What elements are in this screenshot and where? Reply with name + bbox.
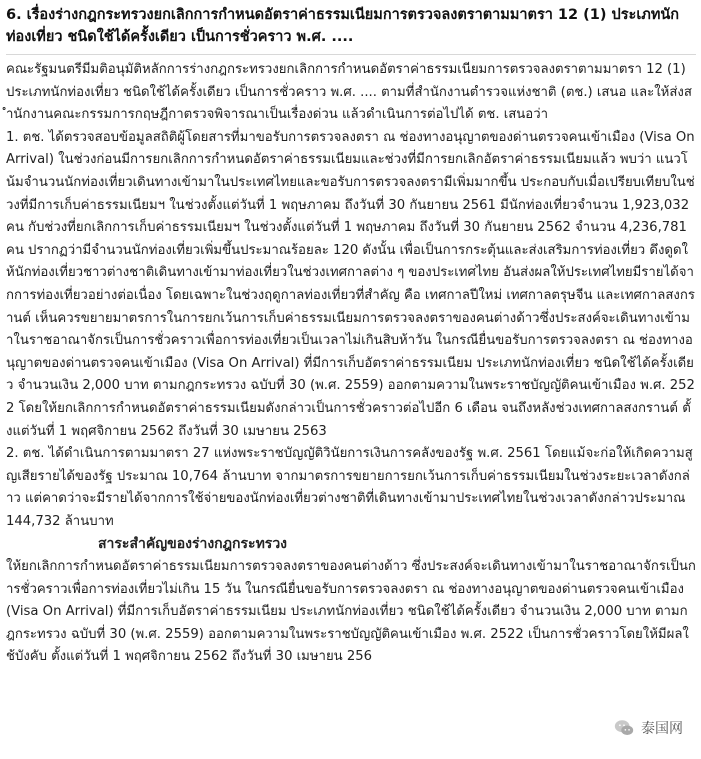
section-title: สาระสำคัญของร่างกฎกระทรวง [98, 536, 288, 553]
wechat-icon [613, 717, 635, 739]
document [6, 4, 696, 669]
paragraph-point-2: 2. ตช. ได้ดำเนินการตามมาตรา 27 แห่งพระราชบัญญัติวินัยการเงินการคลังของรัฐ พ.ศ. 2561 โดยแม้จะก่อให้เกิดความสูญเสียรายได้ของรัฐ ประมาณ 10,764 ล้านบาท จากมาตรการขยายการยกเว้นการเก็บค่าธรรมเนียมในช่วงระยะเวลาดังกล่าว แต่คาดว่าจะมีรายได้จากการใช้จ่ายของนักท่องเที่ยวต่างชาติที่เดินทางเข้ามาประเทศไทยในช่วงเวลาดังกล่าวประมาณ 144,732 ล้านบาท [6, 446, 693, 529]
paragraph-intro: คณะรัฐมนตรีมีมติอนุมัติหลักการร่างกฎกระทรวงยกเลิกการกำหนดอัตราค่าธรรมเนียมการตรวจลงตราตามมาตรา 12 (1) ประเภทนักท่องเที่ยว ชนิดใช้ได้ครั้งเดียว เป็นการชั่วคราว พ.ศ. .... ตามที่สำนักงานตำรวจแห่งชาติ (ตช.) เสนอ และให้ส่งสำนักงานคณะกรรมการกฤษฎีกาตรวจพิจารณาเป็นเรื่องด่วน แล้วดำเนินการต่อไปได้ ตช. เสนอว่า [6, 62, 692, 123]
section-body: ให้ยกเลิกการกำหนดอัตราค่าธรรมเนียมการตรวจลงตราของคนต่างด้าว ซึ่งประสงค์จะเดินทางเข้ามาในราชอาณาจักรเป็นการชั่วคราวเพื่อการท่องเที่ยวไม่เกิน 15 วัน ในกรณียื่นขอรับการตรวจลงตรา ณ ช่องทางอนุญาตของด่านตรวจคนเข้าเมือง (Visa On Arrival) ที่มีการเก็บอัตราค่าธรรมเนียม ประเภทนักท่องเที่ยว ชนิดใช้ได้ครั้งเดียว จำนวนเงิน 2,000 บาท ตามกฎกระทรวง ฉบับที่ 30 (พ.ศ. 2559) ออกตามความในพระราชบัญญัติคนเข้าเมือง พ.ศ. 2522 เป็นการชั่วคราวโดยให้มีผลใช้บังคับ ตั้งแต่วันที่ 1 พฤศจิกายน 2562 ถึงวันที่ 30 เมษายน 256 [6, 559, 696, 665]
watermark [609, 715, 687, 741]
watermark-text: 泰国网 [641, 721, 683, 737]
paragraph-point-1: 1. ตช. ได้ตรวจสอบข้อมูลสถิติผู้โดยสารที่มาขอรับการตรวจลงตรา ณ ช่องทางอนุญาตของด่านตรวจคนเข้าเมือง (Visa On Arrival) ในช่วงก่อนมีการยกเลิกการกำหนดอัตราค่าธรรมเนียมและช่วงที่มีการยกเลิกอัตราค่าธรรมเนียมแล้ว พบว่า แนวโน้มจำนวนนักท่องเที่ยวเดินทางเข้ามาในประเทศไทยและขอรับการตรวจลงตรามีเพิ่มมากขึ้น ประกอบกับเมื่อเปรียบเทียบในช่วงที่มีการเก็บค่าธรรมเนียมฯ ในช่วงตั้งแต่วันที่ 1 พฤษภาคม ถึงวันที่ 30 กันยายน 2561 มีนักท่องเที่ยวจำนวน 1,923,032 คน กับช่วงที่ยกเลิกการเก็บค่าธรรมเนียมฯ ในช่วงตั้งแต่วันที่ 1 พฤษภาคม ถึงวันที่ 30 กันยายน 2562 จำนวน 4,236,781 คน ปรากฏว่ามีจำนวนนักท่องเที่ยวเพิ่มขึ้นประมาณร้อยละ 120 ดังนั้น เพื่อเป็นการกระตุ้นและส่งเสริมการท่องเที่ยว ดึงดูดให้นักท่องเที่ยวชาวต่างชาติเดินทางเข้ามาท่องเที่ยวในช่วงเทศกาลต่าง ๆ ของประเทศไทย อันส่งผลให้ประเทศไทยมีรายได้จากการท่องเที่ยวอย่างต่อเนื่อง โดยเฉพาะในช่วงฤดูกาลท่องเที่ยวที่สำคัญ คือ เทศกาลปีใหม่ เทศกาลตรุษจีน และเทศกาลสงกรานต์ เห็นควรขยายมาตรการในการยกเว้นการเก็บค่าธรรมเนียมการตรวจลงตราของคนต่างด้าวซึ่งประสงค์จะเดินทางเข้ามาในราชอาณาจักรเป็นการชั่วคราวเพื่อการท่องเที่ยวเป็นเวลาไม่เกินสิบห้าวัน ในกรณียื่นขอรับการตรวจลงตรา ณ ช่องทางอนุญาตของด่านตรวจคนเข้าเมือง (Visa On Arrival) ที่มีการเก็บอัตราค่าธรรมเนียม ประเภทนักท่องเที่ยว ชนิดใช้ได้ครั้งเดียว จำนวนเงิน 2,000 บาท ตามกฎกระทรวง ฉบับที่ 30 (พ.ศ. 2559) ออกตามความในพระราชบัญญัติคนเข้าเมือง พ.ศ. 2522 โดยให้ยกเลิกการกำหนดอัตราค่าธรรมเนียมดังกล่าวเป็นการชั่วคราวต่อไปอีก 6 เดือน จนถึงหลังช่วงเทศกาลสงกรานต์ ตั้งแต่วันที่ 1 พฤศจิกายน 2562 ถึงวันที่ 30 เมษายน 2563 [6, 129, 695, 439]
document-heading: 6. เรื่องร่างกฎกระทรวงยกเลิกการกำหนดอัตราค่าธรรมเนียมการตรวจลงตราตามมาตรา 12 (1) ประเภทนักท่องเที่ยว ชนิดใช้ได้ครั้งเดียว เป็นการชั่วคราว พ.ศ. .... [6, 7, 680, 45]
heading-divider [6, 54, 696, 55]
